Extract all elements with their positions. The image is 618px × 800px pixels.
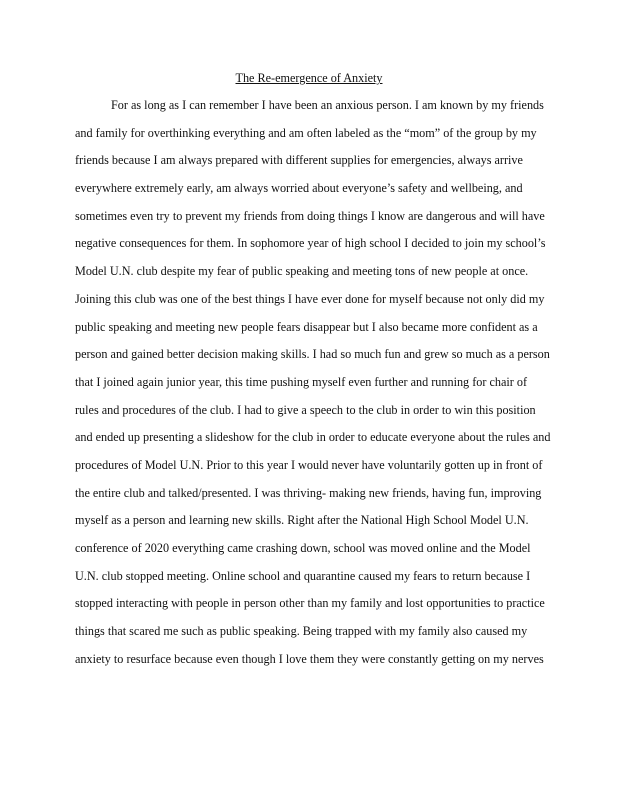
essay-line: Joining this club was one of the best things I have ever done for myself because not only did my — [75, 291, 545, 306]
essay-line: stopped interacting with people in person other than my family and lost opportunities to practice — [75, 596, 545, 611]
essay-line: conference of 2020 everything came crashing down, school was moved online and the Model — [75, 541, 531, 555]
essay-line: that I joined again junior year, this time pushing myself even further and running for chair of — [75, 374, 528, 389]
essay-line: Model U.N. club despite my fear of public speaking and meeting tons of new people at once. — [75, 264, 529, 279]
essay-line: procedures of Model U.N. Prior to this year I would never have voluntarily gotten up in front of — [75, 457, 543, 472]
essay-line: sometimes even try to prevent my friends from doing things I know are dangerous and will have — [75, 208, 545, 223]
essay-line: public speaking and meeting new people fears disappear but I also became more confident as a — [75, 319, 538, 334]
document-title: The Re-emergence of Anxiety — [235, 71, 383, 85]
essay-line: friends because I am always prepared with different supplies for emergencies, always arrive — [75, 153, 523, 168]
essay-line: U.N. club stopped meeting. Online school and quarantine caused my fears to return because I — [75, 568, 531, 583]
essay-line: things that scared me such as public speaking. Being trapped with my family also caused my — [75, 624, 528, 639]
essay-line: For as long as I can remember I have been an anxious person. I am known by my friends — [111, 98, 544, 112]
essay-line: anxiety to resurface because even though I love them they were constantly getting on my nerves — [75, 651, 544, 666]
essay-line: person and gained better decision making skills. I had so much fun and grew so much as a person — [75, 347, 550, 362]
essay-line: everywhere extremely early, am always worried about everyone’s safety and wellbeing, and — [75, 181, 523, 196]
essay-line: myself as a person and learning new skills. Right after the National High School Model U.N. — [75, 513, 529, 528]
essay-line: and ended up presenting a slideshow for the club in order to educate everyone about the rules and — [75, 430, 551, 445]
essay-line: negative consequences for them. In sophomore year of high school I decided to join my school’s — [75, 236, 546, 251]
essay-body — [75, 95, 555, 676]
essay-line: the entire club and talked/presented. I was thriving- making new friends, having fun, improving — [75, 485, 542, 500]
essay-line: and family for overthinking everything and am often labeled as the “mom” of the group by my — [75, 125, 537, 140]
essay-line: rules and procedures of the club. I had to give a speech to the club in order to win this position — [75, 402, 536, 417]
